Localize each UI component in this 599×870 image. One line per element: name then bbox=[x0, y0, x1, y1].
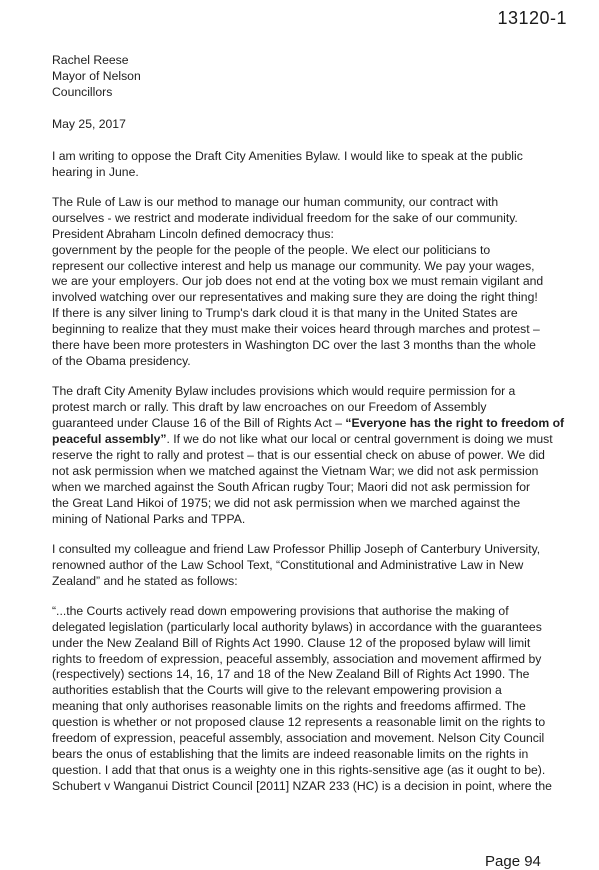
paragraph-line: bears the onus of establishing that the limits are indeed reasonable limits on the rights in bbox=[52, 747, 529, 762]
paragraph-line: The draft City Amenity Bylaw includes provisions which would require permission for a bbox=[52, 384, 516, 399]
letter-body bbox=[52, 53, 574, 795]
paragraph-line: there have been more protesters in Washington DC over the last 3 months than the whole bbox=[52, 338, 536, 353]
bold-quote: peaceful assembly” bbox=[52, 432, 167, 447]
paragraph-line: rights to freedom of expression, peaceful assembly, association and movement affirmed by bbox=[52, 651, 542, 666]
paragraph-line: hearing in June. bbox=[52, 164, 139, 179]
paragraph-line: ourselves - we restrict and moderate individual freedom for the sake of our community. bbox=[52, 210, 518, 225]
paragraph-line: meaning that only authorises reasonable limits on the rights and freedoms affirmed. The bbox=[52, 699, 526, 714]
draft-bylaw-paragraph bbox=[52, 384, 574, 528]
paragraph-line: question is whether or not proposed clause 12 represents a reasonable limit on the rights to bbox=[52, 715, 546, 730]
paragraph-line: government by the people for the people of the people. We elect our politicians to bbox=[52, 242, 491, 257]
page-number: Page 94 bbox=[485, 853, 541, 870]
paragraph-line: mining of National Parks and TPPA. bbox=[52, 511, 246, 526]
paragraph-line: of the Obama presidency. bbox=[52, 354, 191, 369]
paragraph-line: we are your employers. Our job does not end at the voting box we must remain vigilant and bbox=[52, 274, 544, 289]
paragraph-line: under the New Zealand Bill of Rights Act 1990. Clause 12 of the proposed bylaw will limit bbox=[52, 635, 531, 650]
paragraph-line: renowned author of the Law School Text, “Constitutional and Administrative Law in New bbox=[52, 557, 524, 572]
paragraph-line: protest march or rally. This draft by law encroaches on our Freedom of Assembly bbox=[52, 400, 487, 415]
paragraph-line: question. I add that that onus is a weighty one in this rights-sensitive age (as it ought to be). bbox=[52, 763, 546, 778]
paragraph-line: delegated legislation (particularly local authority bylaws) in accordance with the guarantees bbox=[52, 619, 542, 634]
recipient-name: Rachel Reese bbox=[52, 53, 129, 67]
paragraph-line: If there is any silver lining to Trump's dark cloud it is that many in the United States are bbox=[52, 306, 518, 321]
recipient-group: Councillors bbox=[52, 84, 113, 99]
letter-date: May 25, 2017 bbox=[52, 116, 126, 131]
paragraph-line: when we marched against the South African rugby Tour; Maori did not ask permission for bbox=[52, 479, 531, 494]
intro-paragraph bbox=[52, 149, 574, 181]
recipient-title: Mayor of Nelson bbox=[52, 68, 141, 83]
paragraph-text: . If we do not like what our local or central government is doing we must bbox=[166, 432, 553, 447]
consulted-paragraph bbox=[52, 542, 574, 590]
paragraph-line: The Rule of Law is our method to manage our human community, our contract with bbox=[52, 194, 499, 209]
paragraph-line bbox=[52, 432, 574, 448]
paragraph-line: involved watching over our representatives and making sure they are doing the right thing! bbox=[52, 290, 538, 305]
paragraph-line: “...the Courts actively read down empowering provisions that authorise the making of bbox=[52, 603, 509, 618]
paragraph-line: (respectively) sections 14, 16, 17 and 18 of the New Zealand Bill of Rights Act 1990. The bbox=[52, 667, 530, 682]
paragraph-line: reserve the right to rally and protest – that is our essential check on abuse of power. We did bbox=[52, 448, 545, 463]
bold-quote: “Everyone has the right to freedom of bbox=[345, 416, 565, 431]
paragraph-line: I am writing to oppose the Draft City Amenities Bylaw. I would like to speak at the public bbox=[52, 148, 523, 163]
clause-reference: guaranteed under Clause 16 of the Bill of Rights Act – bbox=[52, 416, 346, 431]
paragraph-line: freedom of expression, peaceful assembly, association and movement. Nelson City Council bbox=[52, 731, 545, 746]
paragraph-line: represent our collective interest and help us manage our community. We pay your wages, bbox=[52, 258, 535, 273]
paragraph-line: authorities establish that the Courts will give to the relevant empowering provision a bbox=[52, 683, 502, 698]
paragraph-line: President Abraham Lincoln defined democracy thus: bbox=[52, 226, 334, 241]
rule-of-law-paragraph bbox=[52, 195, 574, 370]
paragraph-line: beginning to realize that they must make their voices heard through marches and protest – bbox=[52, 322, 540, 337]
document-id: 13120-1 bbox=[497, 8, 567, 28]
paragraph-line bbox=[52, 416, 574, 432]
paragraph-line: I consulted my colleague and friend Law Professor Phillip Joseph of Canterbury University, bbox=[52, 541, 541, 556]
paragraph-line: the Great Land Hikoi of 1975; we did not ask permission when we marched against the bbox=[52, 495, 521, 510]
quote-paragraph bbox=[52, 604, 574, 795]
paragraph-line: Zealand” and he stated as follows: bbox=[52, 573, 238, 588]
recipient-block bbox=[52, 53, 574, 101]
paragraph-line: not ask permission when we matched against the Vietnam War; we did not ask permission bbox=[52, 463, 539, 478]
paragraph-line: Schubert v Wanganui District Council [2011] NZAR 233 (HC) is a decision in point, where the bbox=[52, 779, 552, 794]
